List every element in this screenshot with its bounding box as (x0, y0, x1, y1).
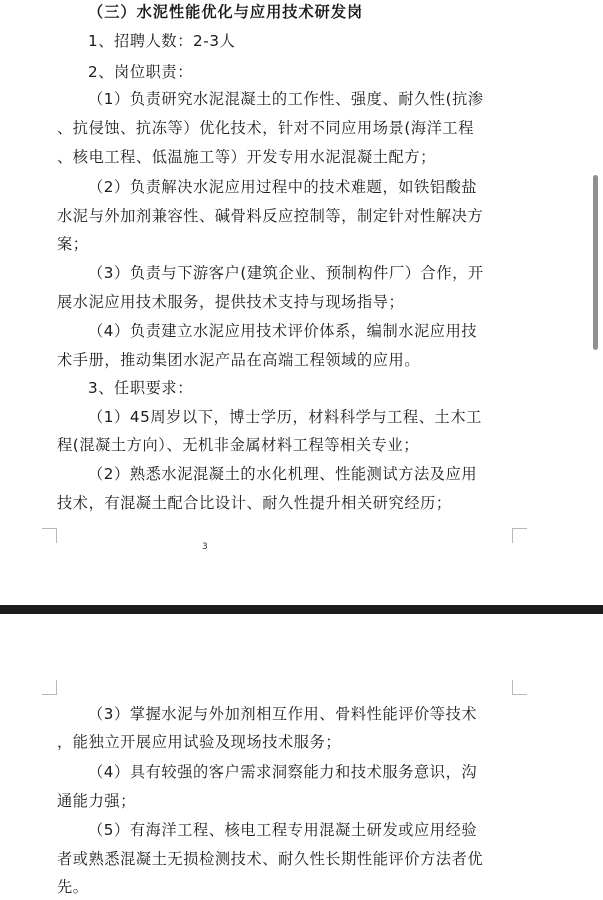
requirement-5-line-3: 先。 (57, 878, 89, 896)
requirement-1-line-2: 程(混凝土方向）、无机非金属材料工程等相关专业； (57, 436, 420, 454)
requirement-5-line-1: （5）有海洋工程、核电工程专用混凝土研发或应用经验 (88, 821, 478, 839)
section-heading: （三）水泥性能优化与应用技术研发岗 (88, 3, 364, 21)
duties-title: 2、岗位职责： (88, 63, 193, 81)
requirement-1-line-1: （1）45周岁以下，博士学历，材料科学与工程、土木工 (88, 408, 482, 426)
page-number: 3 (202, 542, 208, 552)
scrollbar-thumb[interactable] (593, 175, 598, 350)
crop-mark-bottom-left (42, 528, 57, 543)
recruit-count: 1、招聘人数：2-3人 (88, 32, 236, 50)
duty-3-line-1: （3）负责与下游客户(建筑企业、预制构件厂）合作，开 (88, 264, 484, 282)
document-page-2 (0, 614, 603, 900)
crop-mark-top-left (42, 680, 57, 695)
duty-2-line-1: （2）负责解决水泥应用过程中的技术难题，如铁铝酸盐 (88, 178, 478, 196)
requirement-3-line-1: （3）掌握水泥与外加剂相互作用、骨料性能评价等技术 (88, 705, 478, 723)
requirement-4-line-1: （4）具有较强的客户需求洞察能力和技术服务意识，沟 (88, 763, 478, 781)
duty-1-line-3: 、核电工程、低温施工等）开发专用水泥混凝土配方； (57, 148, 436, 166)
requirement-3-line-2: ，能独立开展应用试验及现场技术服务； (57, 733, 342, 751)
requirement-5-line-2: 者或熟悉混凝土无损检测技术、耐久性长期性能评价方法者优 (57, 850, 484, 868)
duty-4-line-2: 术手册，推动集团水泥产品在高端工程领域的应用。 (57, 351, 421, 369)
duty-2-line-3: 案； (57, 235, 89, 253)
duty-1-line-1: （1）负责研究水泥混凝土的工作性、强度、耐久性(抗渗 (88, 90, 484, 108)
requirements-title: 3、任职要求： (88, 379, 193, 397)
duty-1-line-2: 、抗侵蚀、抗冻等）优化技术，针对不同应用场景(海洋工程 (57, 119, 474, 137)
requirement-2-line-2: 技术，有混凝土配合比设计、耐久性提升相关研究经历； (57, 494, 452, 512)
requirement-4-line-2: 通能力强； (57, 792, 136, 810)
requirement-2-line-1: （2）熟悉水泥混凝土的水化机理、性能测试方法及应用 (88, 465, 478, 483)
crop-mark-top-right (512, 680, 527, 695)
crop-mark-bottom-right (512, 528, 527, 543)
duty-3-line-2: 展水泥应用技术服务，提供技术支持与现场指导； (57, 293, 405, 311)
page-gap (0, 605, 603, 614)
duty-2-line-2: 水泥与外加剂兼容性、碱骨料反应控制等，制定针对性解决方 (57, 207, 484, 225)
duty-4-line-1: （4）负责建立水泥应用技术评价体系，编制水泥应用技 (88, 322, 478, 340)
